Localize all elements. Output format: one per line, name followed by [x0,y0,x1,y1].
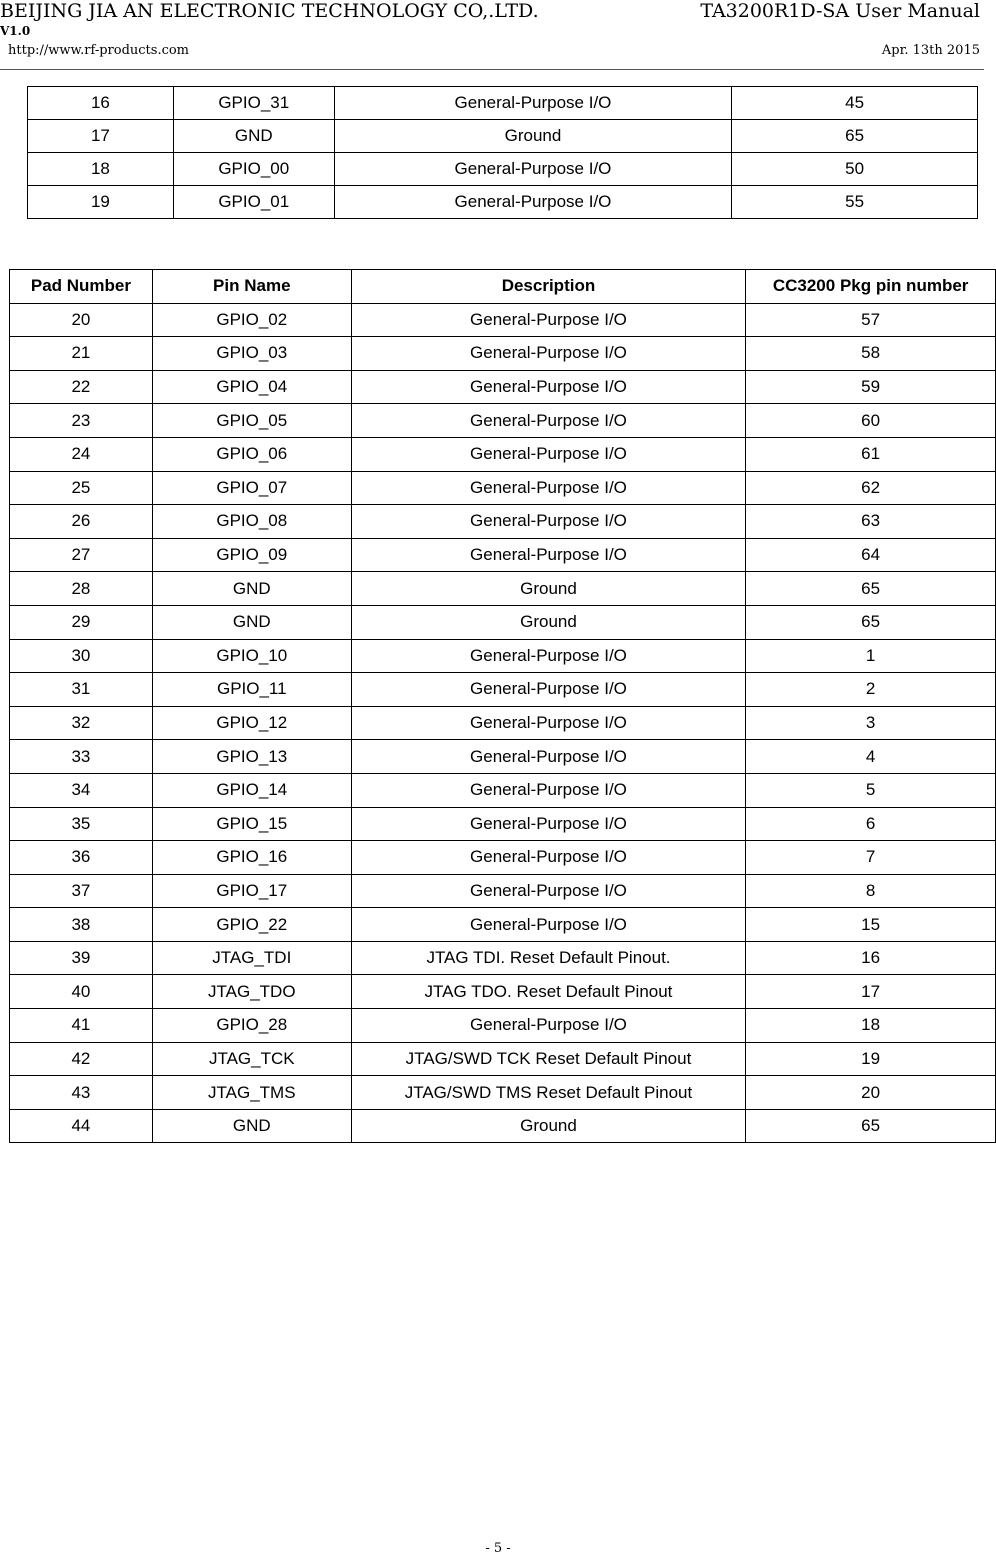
pkg-pin-cell: 64 [746,538,996,572]
table-row [10,337,996,371]
pin-name-cell: GND [152,572,351,606]
pin-name-cell: JTAG_TCK [152,1042,351,1076]
pkg-pin-cell: 60 [746,404,996,438]
pad-number-cell: 38 [10,908,153,942]
table-row [10,505,996,539]
pin-name-cell: GPIO_28 [152,1009,351,1043]
description-cell: General-Purpose I/O [351,673,746,707]
pkg-pin-cell: 2 [746,673,996,707]
pad-number-cell: 34 [10,773,153,807]
pkg-pin-cell: 20 [746,1076,996,1110]
page-number: - 5 - [485,1541,511,1556]
column-header-pkg-pin: CC3200 Pkg pin number [746,270,996,304]
description-cell: General-Purpose I/O [351,370,746,404]
pkg-pin-cell: 15 [746,908,996,942]
pad-number-cell: 24 [10,437,153,471]
pad-number-cell: 26 [10,505,153,539]
description-cell: General-Purpose I/O [334,186,732,219]
version-label: V1.0 [0,24,31,38]
table-row [10,437,996,471]
pad-number-cell: 17 [28,120,174,153]
pad-number-cell: 23 [10,404,153,438]
pin-name-cell: GPIO_31 [173,87,334,120]
pin-name-cell: GPIO_06 [152,437,351,471]
pin-name-cell: JTAG_TDI [152,941,351,975]
pin-name-cell: GPIO_07 [152,471,351,505]
description-cell: JTAG TDO. Reset Default Pinout [351,975,746,1009]
pkg-pin-cell: 65 [732,120,978,153]
pin-name-cell: GPIO_16 [152,841,351,875]
description-cell: JTAG TDI. Reset Default Pinout. [351,941,746,975]
table-row [10,1109,996,1143]
table-row [10,605,996,639]
pkg-pin-cell: 17 [746,975,996,1009]
column-header-pad-number: Pad Number [10,270,153,304]
description-cell: JTAG/SWD TMS Reset Default Pinout [351,1076,746,1110]
pin-name-cell: GPIO_01 [173,186,334,219]
table-row [10,639,996,673]
pin-name-cell: GND [173,120,334,153]
pkg-pin-cell: 65 [746,605,996,639]
column-header-description: Description [351,270,746,304]
table-row [10,572,996,606]
table-row [10,471,996,505]
pad-number-cell: 31 [10,673,153,707]
pin-name-cell: GPIO_15 [152,807,351,841]
description-cell: General-Purpose I/O [351,841,746,875]
pin-name-cell: GND [152,605,351,639]
pkg-pin-cell: 65 [746,1109,996,1143]
table-row [10,807,996,841]
table-row [28,120,978,153]
table-row [10,975,996,1009]
pad-number-cell: 37 [10,874,153,908]
description-cell: Ground [334,120,732,153]
description-cell: JTAG/SWD TCK Reset Default Pinout [351,1042,746,1076]
company-name: BEIJING JIA AN ELECTRONIC TECHNOLOGY CO,.LTD. [0,0,539,22]
description-cell: General-Purpose I/O [351,337,746,371]
table-row [10,941,996,975]
pad-number-cell: 43 [10,1076,153,1110]
pkg-pin-cell: 61 [746,437,996,471]
table-row [28,186,978,219]
description-cell: General-Purpose I/O [351,874,746,908]
pin-name-cell: GPIO_11 [152,673,351,707]
pad-number-cell: 25 [10,471,153,505]
pad-number-cell: 42 [10,1042,153,1076]
pin-name-cell: GPIO_08 [152,505,351,539]
pkg-pin-cell: 57 [746,303,996,337]
table-row [10,538,996,572]
pkg-pin-cell: 63 [746,505,996,539]
pad-number-cell: 35 [10,807,153,841]
table-header-row [10,270,996,304]
pkg-pin-cell: 5 [746,773,996,807]
description-cell: General-Purpose I/O [351,706,746,740]
description-cell: Ground [351,572,746,606]
pkg-pin-cell: 18 [746,1009,996,1043]
pin-table [9,269,996,1143]
description-cell: General-Purpose I/O [351,437,746,471]
pin-name-cell: GPIO_14 [152,773,351,807]
pkg-pin-cell: 16 [746,941,996,975]
description-cell: General-Purpose I/O [351,807,746,841]
pin-name-cell: GPIO_02 [152,303,351,337]
pin-name-cell: GPIO_05 [152,404,351,438]
pkg-pin-cell: 59 [746,370,996,404]
pin-name-cell: JTAG_TMS [152,1076,351,1110]
website-url: http://www.rf-products.com [8,43,190,58]
pad-number-cell: 20 [10,303,153,337]
pin-name-cell: JTAG_TDO [152,975,351,1009]
pad-number-cell: 32 [10,706,153,740]
description-cell: General-Purpose I/O [351,773,746,807]
pkg-pin-cell: 6 [746,807,996,841]
description-cell: General-Purpose I/O [351,303,746,337]
pad-number-cell: 28 [10,572,153,606]
table-row [10,370,996,404]
document-date: Apr. 13th 2015 [881,43,980,58]
pkg-pin-cell: 1 [746,639,996,673]
pkg-pin-cell: 58 [746,337,996,371]
description-cell: General-Purpose I/O [351,471,746,505]
pad-number-cell: 22 [10,370,153,404]
description-cell: General-Purpose I/O [351,639,746,673]
pin-name-cell: GPIO_13 [152,740,351,774]
pin-name-cell: GND [152,1109,351,1143]
pin-name-cell: GPIO_10 [152,639,351,673]
pkg-pin-cell: 65 [746,572,996,606]
pin-name-cell: GPIO_09 [152,538,351,572]
pkg-pin-cell: 45 [732,87,978,120]
table-row [10,673,996,707]
pad-number-cell: 27 [10,538,153,572]
pad-number-cell: 40 [10,975,153,1009]
pkg-pin-cell: 62 [746,471,996,505]
pkg-pin-cell: 8 [746,874,996,908]
table-row [10,874,996,908]
pad-number-cell: 19 [28,186,174,219]
description-cell: General-Purpose I/O [351,404,746,438]
table-row [10,908,996,942]
description-cell: General-Purpose I/O [334,153,732,186]
table-row [10,1042,996,1076]
description-cell: General-Purpose I/O [351,1009,746,1043]
description-cell: General-Purpose I/O [351,505,746,539]
pad-number-cell: 33 [10,740,153,774]
header-divider [0,69,984,70]
pkg-pin-cell: 50 [732,153,978,186]
table-row [10,1009,996,1043]
table-row [10,303,996,337]
pad-number-cell: 21 [10,337,153,371]
pin-name-cell: GPIO_12 [152,706,351,740]
description-cell: Ground [351,1109,746,1143]
description-cell: General-Purpose I/O [351,740,746,774]
pad-number-cell: 30 [10,639,153,673]
pin-name-cell: GPIO_17 [152,874,351,908]
description-cell: General-Purpose I/O [351,538,746,572]
pad-number-cell: 18 [28,153,174,186]
pad-number-cell: 16 [28,87,174,120]
table-row [10,1076,996,1110]
pad-number-cell: 29 [10,605,153,639]
pkg-pin-cell: 19 [746,1042,996,1076]
pin-name-cell: GPIO_04 [152,370,351,404]
table-row [28,87,978,120]
pin-table-continued [27,86,978,219]
column-header-pin-name: Pin Name [152,270,351,304]
description-cell: General-Purpose I/O [334,87,732,120]
pad-number-cell: 44 [10,1109,153,1143]
table-row [10,740,996,774]
pin-name-cell: GPIO_22 [152,908,351,942]
pad-number-cell: 36 [10,841,153,875]
description-cell: General-Purpose I/O [351,908,746,942]
pad-number-cell: 41 [10,1009,153,1043]
description-cell: Ground [351,605,746,639]
table-row [10,841,996,875]
table-row [10,773,996,807]
table-row [28,153,978,186]
pkg-pin-cell: 55 [732,186,978,219]
pkg-pin-cell: 7 [746,841,996,875]
pkg-pin-cell: 3 [746,706,996,740]
table-row [10,706,996,740]
pin-name-cell: GPIO_03 [152,337,351,371]
manual-title: TA3200R1D-SA User Manual [700,0,980,22]
pkg-pin-cell: 4 [746,740,996,774]
pad-number-cell: 39 [10,941,153,975]
table-row [10,404,996,438]
pin-name-cell: GPIO_00 [173,153,334,186]
